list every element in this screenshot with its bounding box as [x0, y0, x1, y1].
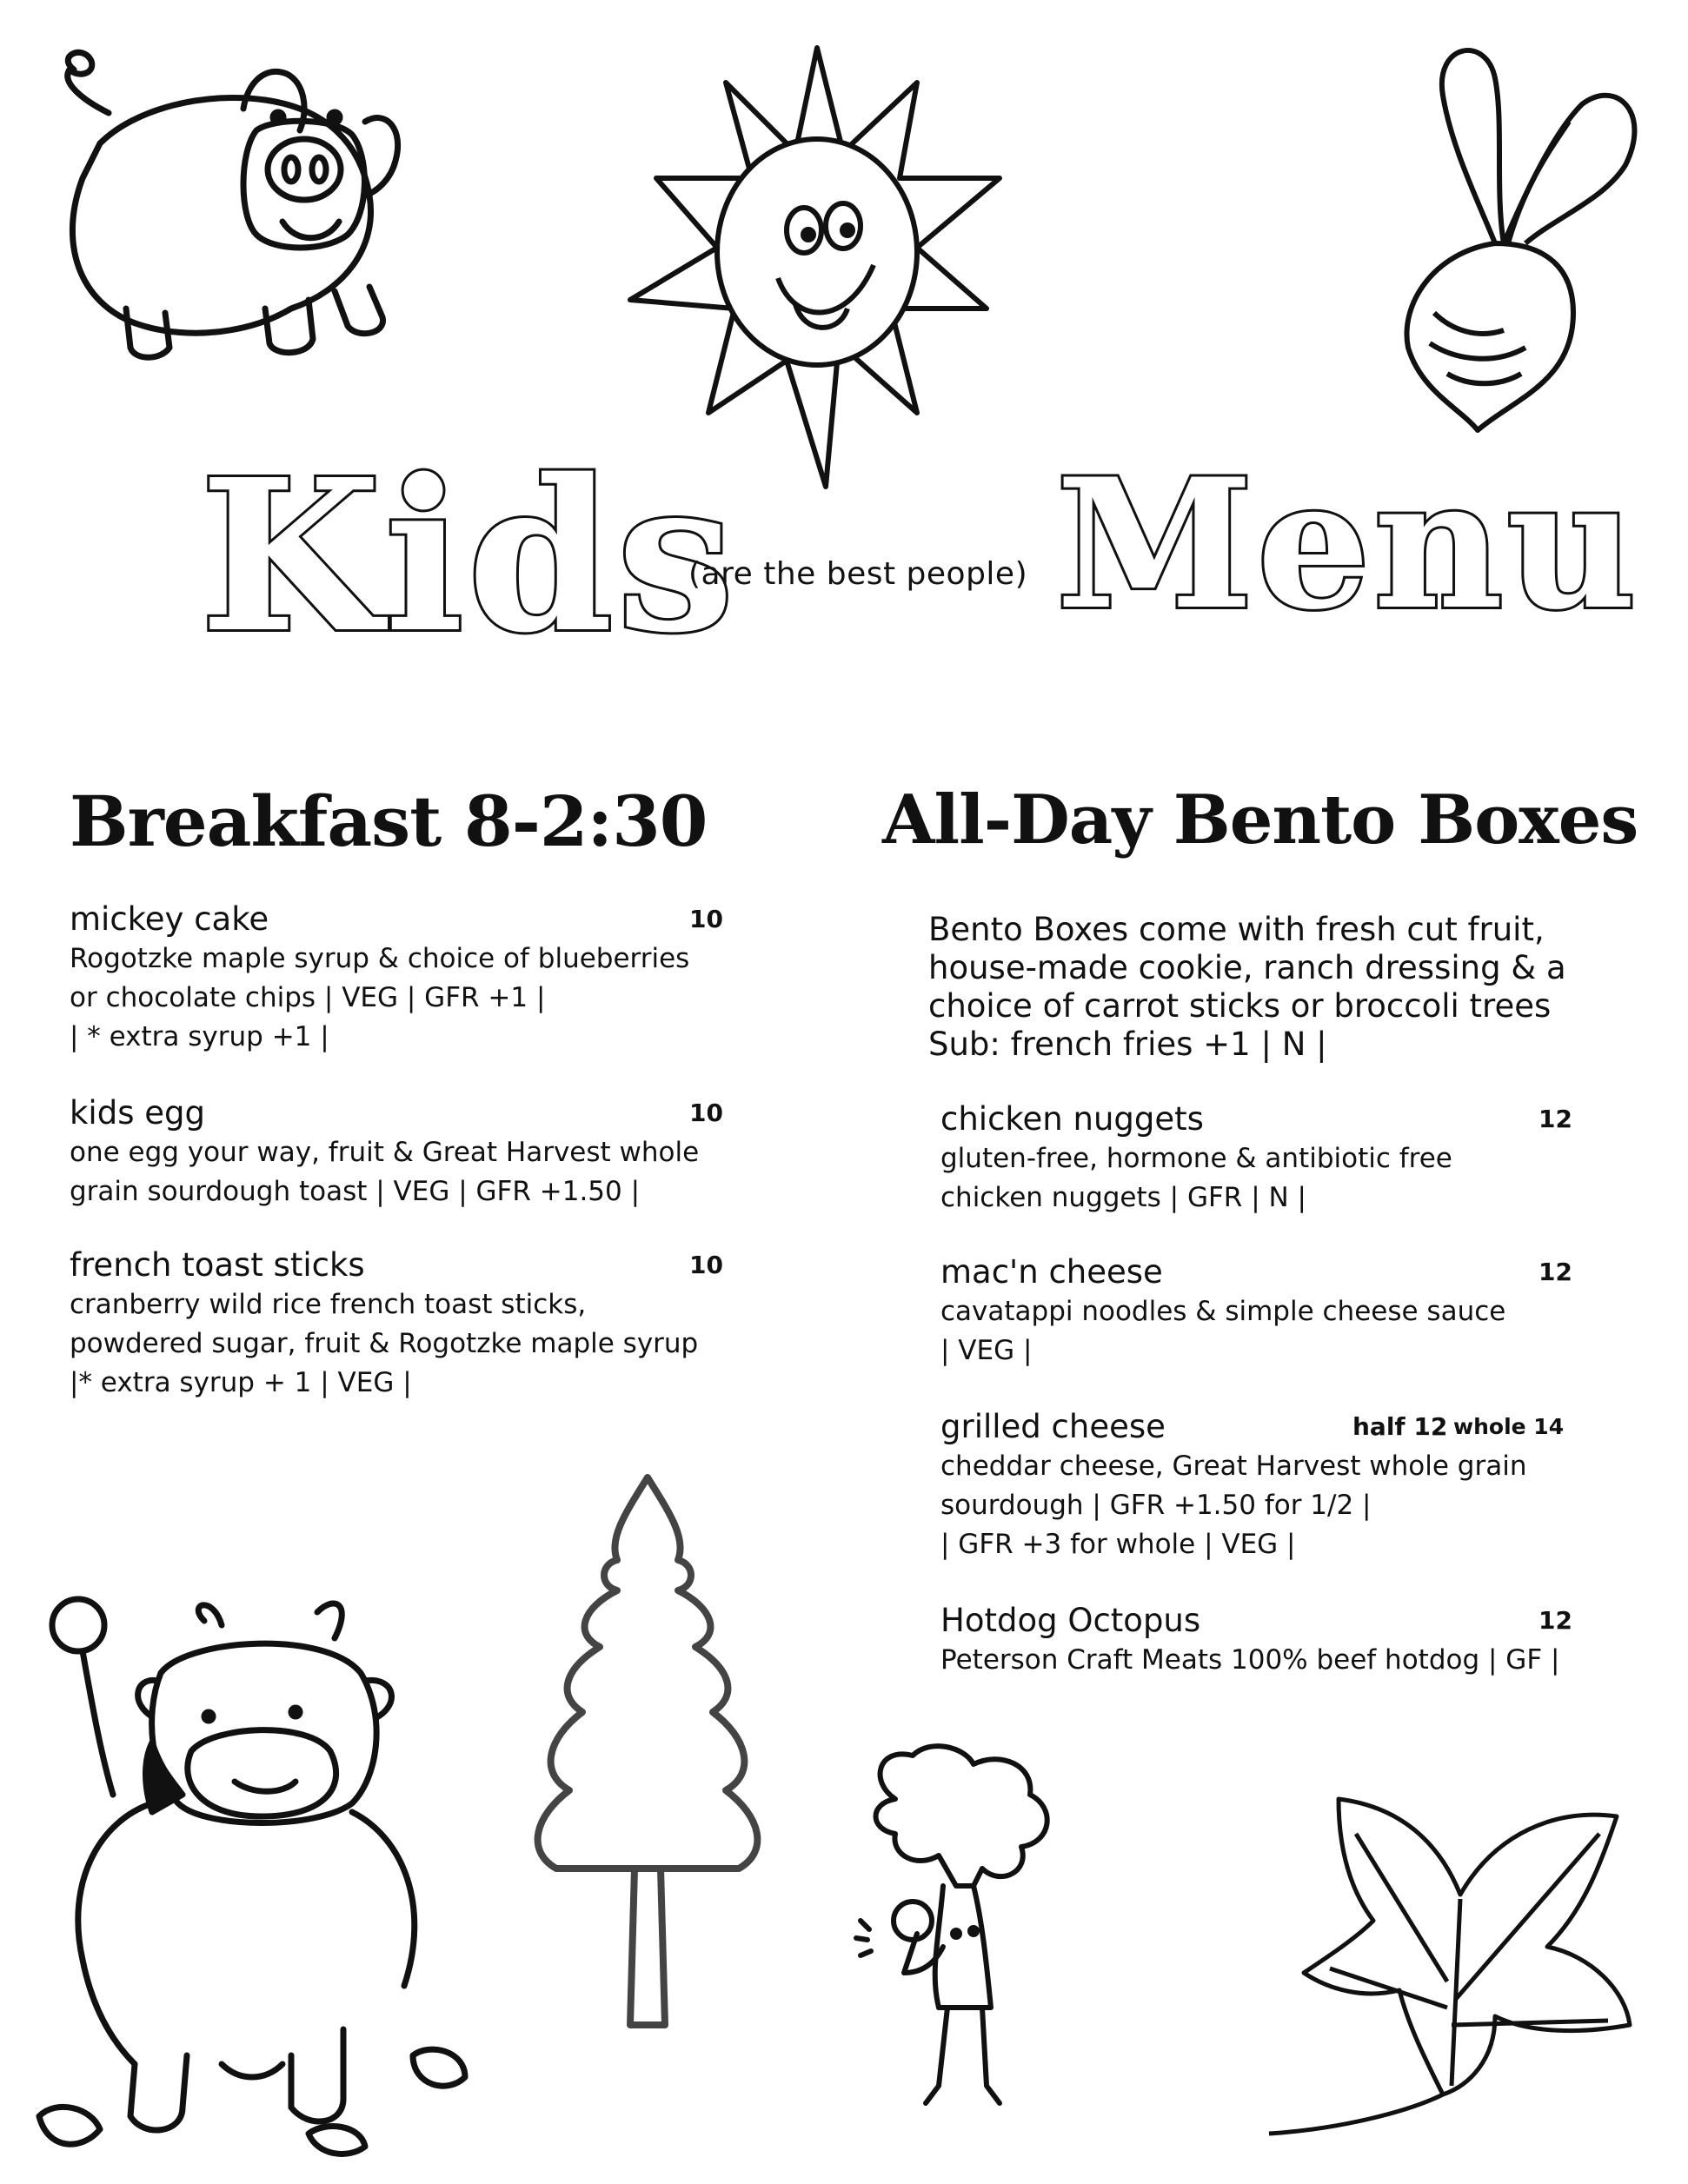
item-price-whole: whole 14 [1453, 1414, 1565, 1439]
menu-item-chicken-nuggets [940, 1099, 1572, 1218]
title-subtitle: (are the best people) [688, 556, 1028, 592]
menu-item-mac-n-cheese [940, 1252, 1572, 1371]
menu-item-mickey-cake [70, 899, 723, 1057]
item-name: french toast sticks [70, 1246, 365, 1284]
item-description: Rogotzke maple syrup & choice of blueberries or chocolate chips | VEG | GFR +1 | | * extra syrup +1 | [70, 943, 690, 1052]
beet-icon [1382, 26, 1660, 435]
sun-icon [630, 48, 1004, 491]
item-description: cavatappi noodles & simple cheese sauce | VEG | [940, 1296, 1506, 1366]
item-description: cheddar cheese, Great Harvest whole grain sourdough | GFR +1.50 for 1/2 | | GFR +3 for whole | VEG | [940, 1450, 1527, 1560]
item-description: Peterson Craft Meats 100% beef hotdog | GF | [940, 1644, 1560, 1676]
item-price: 10 [689, 905, 723, 933]
item-description: cranberry wild rice french toast sticks, powdered sugar, fruit & Rogotzke maple syrup |* extra syrup + 1 | VEG | [70, 1289, 699, 1398]
item-name: mac'n cheese [940, 1253, 1163, 1291]
item-description: one egg your way, fruit & Great Harvest whole grain sourdough toast | VEG | GFR +1.50 | [70, 1137, 700, 1207]
item-price: 10 [689, 1099, 723, 1127]
item-description: gluten-free, hormone & antibiotic free chicken nuggets | GFR | N | [940, 1143, 1452, 1213]
cow-icon [30, 1595, 482, 2160]
leaf-icon [1234, 1782, 1634, 2147]
item-name: mickey cake [70, 900, 269, 938]
menu-title: Menu [1056, 441, 1640, 649]
item-price: 12 [1538, 1606, 1572, 1635]
menu-item-kids-egg [70, 1093, 723, 1211]
kids-title: Kids [200, 434, 738, 679]
breakfast-heading: Breakfast 8-2:30 [70, 780, 708, 862]
pig-icon [48, 48, 413, 369]
menu-item-french-toast-sticks [70, 1245, 730, 1403]
pine-tree-icon [522, 1477, 774, 2034]
item-price: 10 [689, 1251, 723, 1279]
menu-item-grilled-cheese [940, 1407, 1584, 1564]
menu-item-hotdog-octopus [940, 1601, 1572, 1680]
item-name: kids egg [70, 1094, 205, 1132]
bento-heading: All-Day Bento Boxes [882, 780, 1638, 860]
item-price-half: half 12 [1352, 1412, 1448, 1441]
bento-intro: Bento Boxes come with fresh cut fruit, house-made cookie, ranch dressing & a choice of carrot sticks or broccoli trees Sub: french fries +1 | N | [928, 911, 1566, 1063]
item-name: chicken nuggets [940, 1100, 1204, 1138]
item-price: 12 [1538, 1105, 1572, 1133]
item-price: 12 [1538, 1258, 1572, 1286]
item-name: grilled cheese [940, 1408, 1166, 1445]
broccoli-character-icon [843, 1747, 1069, 2112]
item-name: Hotdog Octopus [940, 1602, 1201, 1639]
